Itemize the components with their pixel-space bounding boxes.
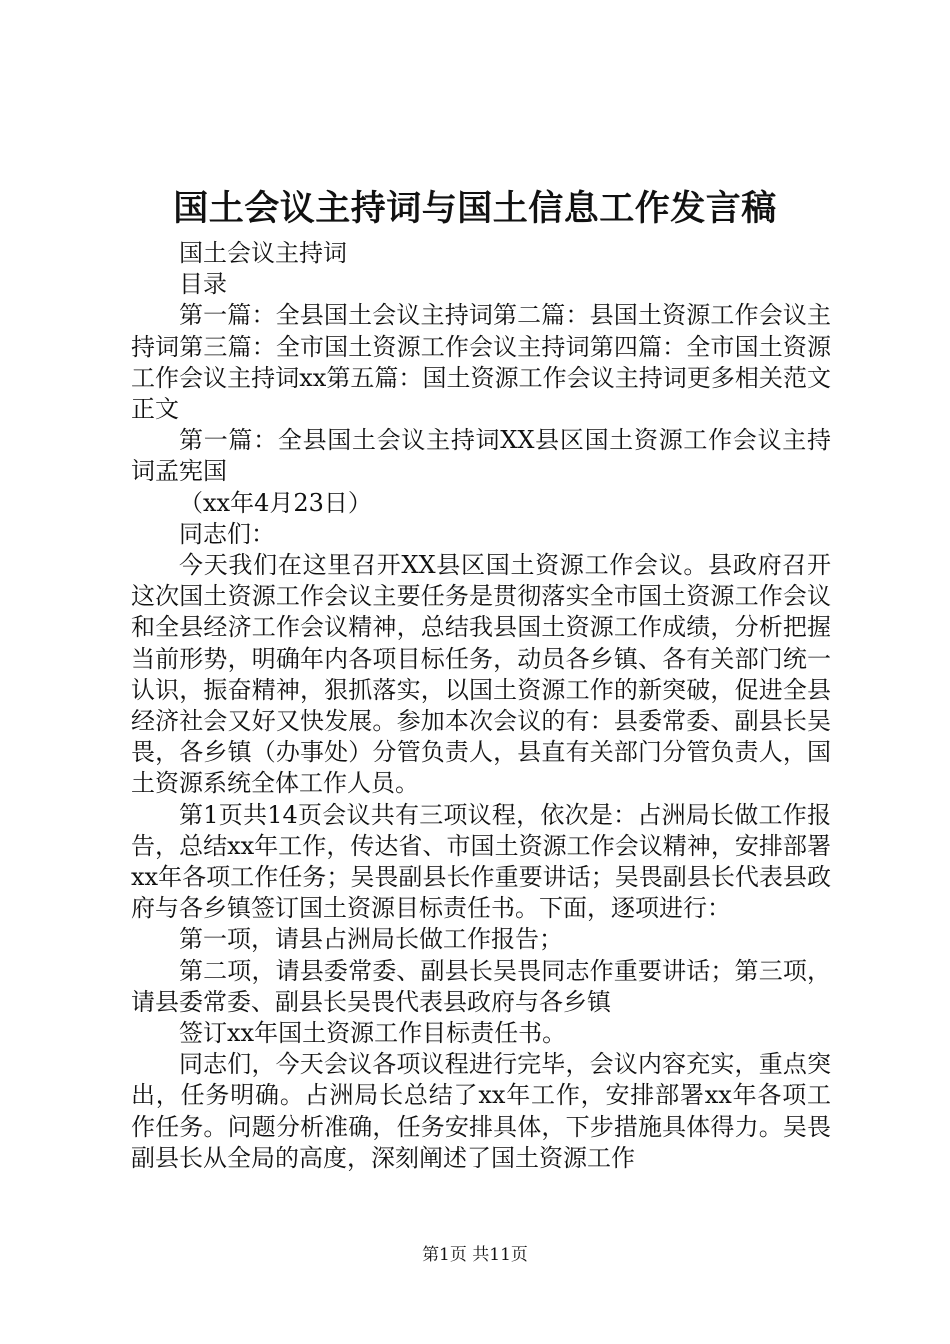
paragraph-toc-label: 目录 [179, 270, 227, 299]
paragraph-body: 签订xx年国土资源工作目标责任书。 [179, 1019, 567, 1048]
paragraph-body: 第二项，请县委常委、副县长吴畏同志作重要讲话；第三项，请县委常委、副县长吴畏代表县政府与各乡镇 [131, 956, 831, 1016]
paragraph-body: 今天我们在这里召开XX县区国土资源工作会议。县政府召开这次国土资源工作会议主要任务是贯彻落实全市国土资源工作会议和全县经济工作会议精神，总结我县国土资源工作成绩，分析把握当前形势，明确年内各项目标任务，动员各乡镇、各有关部门统一认识，振奋精神，狠抓落实，以国土资源工作的新突破，促进全县经济社会又好又快发展。参加本次会议的有：县委常委、副县长吴畏，各乡镇（办事处）分管负责人，县直有关部门分管负责人，国土资源系统全体工作人员。 [131, 551, 831, 798]
paragraph-body: 同志们，今天会议各项议程进行完毕，会议内容充实，重点突出，任务明确。占洲局长总结了xx年工作，安排部署xx年各项工作任务。问题分析准确，任务安排具体，下步措施具体得力。吴畏副县长从全局的高度，深刻阐述了国土资源工作 [131, 1050, 831, 1172]
paragraph-date: （xx年4月23日） [179, 488, 372, 517]
document-title: 国土会议主持词与国土信息工作发言稿 [173, 188, 777, 229]
paragraph-toc: 第一篇：全县国土会议主持词第二篇：县国土资源工作会议主持词第三篇：全市国土资源工作会议主持词第四篇：全市国土资源工作会议主持词xx第五篇：国土资源工作会议主持词更多相关范文正文 [131, 301, 831, 424]
document-body [131, 238, 831, 1174]
paragraph-body: 第1页共14页会议共有三项议程，依次是：占洲局长做工作报告，总结xx年工作，传达省、市国土资源工作会议精神，安排部署xx年各项工作任务；吴畏副县长作重要讲话；吴畏副县长代表县政府与各乡镇签订国土资源目标责任书。下面，逐项进行： [131, 800, 831, 923]
paragraph-salutation: 同志们： [179, 519, 275, 548]
paragraph-body: 第一项，请县占洲局长做工作报告； [179, 925, 563, 954]
paragraph-heading: 国土会议主持词 [179, 239, 347, 267]
paragraph-chapter-title: 第一篇：全县国土会议主持词XX县区国土资源工作会议主持词孟宪国 [131, 426, 831, 486]
page-footer: 第1页 共11页 [422, 1245, 528, 1265]
